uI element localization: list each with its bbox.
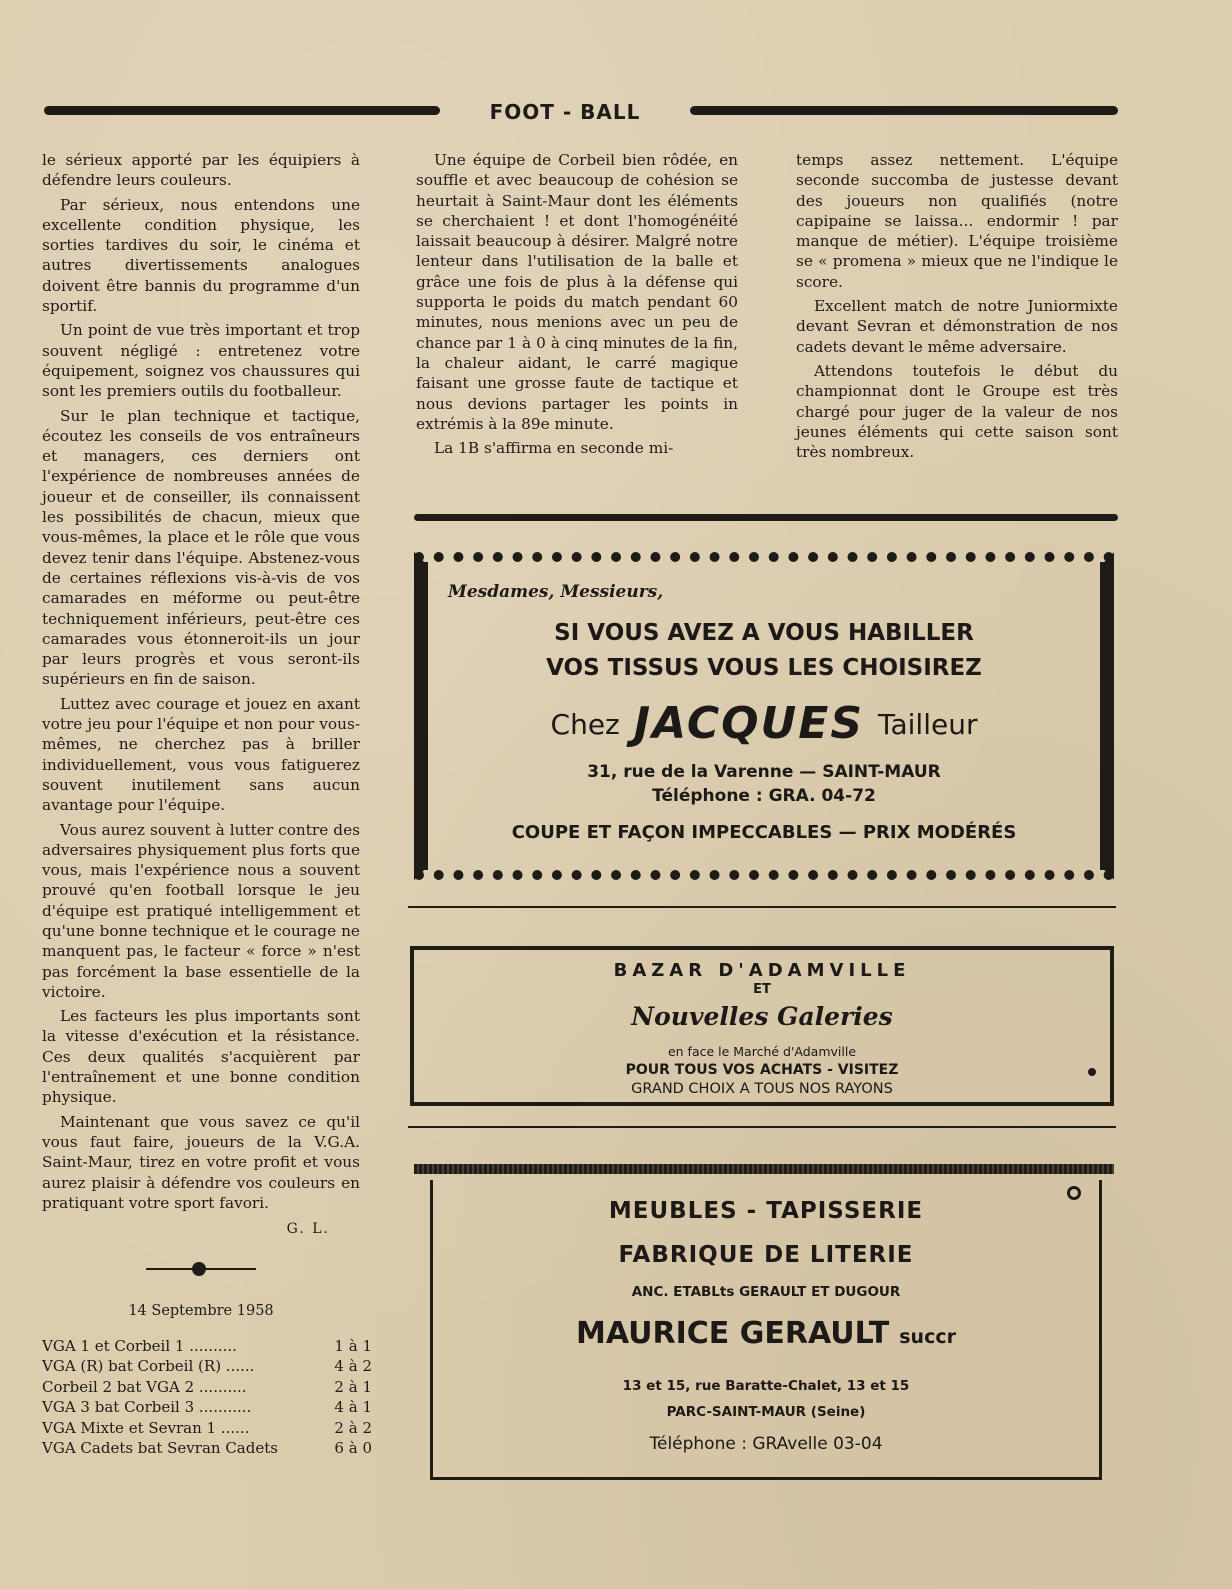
score-cell: 1 à 1 <box>334 1336 372 1355</box>
paragraph: La 1B s'affirma en seconde mi- <box>434 439 674 458</box>
score-cell: 4 à 1 <box>334 1398 372 1417</box>
ad-tagline: GRAND CHOIX A TOUS NOS RAYONS <box>631 1081 893 1097</box>
paragraph: Attendons toutefois le début du championnat dont le Groupe est très chargé pour juger de la valeur de nos jeunes éléments qui cette saison sont très nombreux. <box>796 361 1118 462</box>
ad-slogan: COUPE ET FAÇON IMPECCABLES — PRIX MODÉRÉS <box>511 822 1017 843</box>
paragraph: Sur le plan technique et tactique, écoutez les conseils de vos entraîneurs et managers, ces derniers ont l'expérience de nombreuses années de joueur et de conseiller, ils connaissent les possibilités de chacun, mieux que vous-mêmes, la place et le rôle que vous devez tenir dans l'équipe. Abstenez-vous de certaines réflexions vis-à-vis de vos camarades en méforme ou peut-être techniquement inférieurs, peut-être ces camarades vous étonneroit-ils un jour par leurs progrès et vous seront-ils supérieurs en fin de saison. <box>42 406 360 689</box>
table-row <box>42 1336 372 1357</box>
ad-jacques-tailleur <box>414 552 1114 880</box>
score-cell: 2 à 1 <box>334 1377 372 1396</box>
paragraph: le sérieux apporté par les équipiers à défendre leurs couleurs. <box>42 151 360 190</box>
article-column-1 <box>42 150 372 1459</box>
match-cell: VGA 3 bat Corbeil 3 ........... <box>42 1398 252 1417</box>
ad-address: 31, rue de la Varenne — SAINT-MAUR <box>587 762 941 782</box>
match-cell: VGA Cadets bat Sevran Cadets <box>42 1439 278 1458</box>
paragraph: temps assez nettement. L'équipe seconde succomba de justesse devant des joueurs non qualifiés (notre capipaine se laissa... endormir ! par manque de métier). L'équipe troisième se « promena » mieux que ne l'indique le score. <box>796 151 1118 291</box>
paragraph: Luttez avec courage et jouez en axant votre jeu pour l'équipe et non pour vous-mêmes, ne cherchez pas à briller individuellement, vous vous fatiguerez souvent inutilement sans aucun avantage pour l'équipe. <box>42 694 360 815</box>
article-column-2 <box>416 150 738 462</box>
header-rule-left <box>44 106 440 115</box>
ad-separator <box>408 906 1116 908</box>
ad-city: PARC-SAINT-MAUR (Seine) <box>666 1404 866 1420</box>
match-cell: VGA Mixte et Sevran 1 ...... <box>42 1418 250 1437</box>
header-rule-right <box>690 106 1118 115</box>
paragraph: Vous aurez souvent à lutter contre des adversaires physiquement plus forts que vous, mais l'expérience nous a souvent prouvé qu'en football lorsque le jeu d'équipe est pratiqué intelligemment et qu'une bonne technique et le courage ne manquent pas, le facteur « force » n'est pas forcément la base essentielle de la victoire. <box>42 820 360 1001</box>
ad-address: 13 et 15, rue Baratte-Chalet, 13 et 15 <box>622 1378 910 1394</box>
ad-title: BAZAR D'ADAMVILLE <box>613 960 911 981</box>
ad-headline-2: VOS TISSUS VOUS LES CHOISIREZ <box>546 655 982 681</box>
divider-dot-icon <box>192 1262 206 1276</box>
ad-conjunction: ET <box>753 982 771 997</box>
results-table <box>42 1336 372 1459</box>
ad-phone: Téléphone : GRAvelle 03-04 <box>649 1434 883 1454</box>
section-divider <box>146 1261 256 1277</box>
paragraph: Par sérieux, nous entendons une excellente condition physique, les sorties tardives du soir, le cinéma et autres divertissements analogues doivent être bannis du programme d'un sportif. <box>42 195 360 316</box>
author-signature: G. L. <box>286 1221 330 1238</box>
ad-meubles-gerault <box>430 1180 1102 1480</box>
ad-succ: succr <box>899 1326 956 1348</box>
ad-shop-line <box>424 698 1104 749</box>
paragraph: Maintenant que vous savez ce qu'il vous faut faire, joueurs de la V.G.A. Saint-Maur, tirez en votre profit et vous aurez plaisir à défendre vos couleurs en pratiquant votre sport favori. <box>42 1112 360 1212</box>
paragraph: Excellent match de notre Juniormixte devant Sevran et démonstration de nos cadets devant le même adversaire. <box>796 297 1118 356</box>
ad-location: en face le Marché d'Adamville <box>667 1044 857 1059</box>
table-row <box>42 1397 372 1418</box>
match-cell: Corbeil 2 bat VGA 2 .......... <box>42 1377 247 1396</box>
article-column-3 <box>796 150 1118 466</box>
table-row <box>42 1377 372 1398</box>
ad-headline-1: SI VOUS AVEZ A VOUS HABILLER <box>554 620 974 646</box>
ad-cta: POUR TOUS VOS ACHATS - VISITEZ <box>625 1062 899 1078</box>
ad-top-border <box>414 1164 1114 1174</box>
score-cell: 4 à 2 <box>334 1357 372 1376</box>
ad-owner-line <box>433 1316 1099 1351</box>
paragraph: Les facteurs les plus importants sont la vitesse d'exécution et la résistance. Ces deux qualités s'acquièrent par l'entraînement et une bonne condition physique. <box>42 1007 360 1107</box>
match-cell: VGA (R) bat Corbeil (R) ...... <box>42 1357 255 1376</box>
ad-chez: Chez <box>550 708 620 741</box>
page-title: FOOT - BALL <box>489 100 641 124</box>
ad-former-name: ANC. ETABLts GERAULT ET DUGOUR <box>631 1284 901 1300</box>
ad-phone: Téléphone : GRA. 04-72 <box>652 786 876 806</box>
table-row <box>42 1418 372 1439</box>
ad-store-name: Nouvelles Galeries <box>631 1002 893 1031</box>
table-row <box>42 1438 372 1459</box>
score-cell: 2 à 2 <box>334 1418 372 1437</box>
ad-owner-name: MAURICE GERAULT <box>576 1316 890 1351</box>
table-row <box>42 1356 372 1377</box>
ad-headline-1: MEUBLES - TAPISSERIE <box>608 1198 924 1224</box>
results-date: 14 Septembre 1958 <box>128 1303 274 1320</box>
score-cell: 6 à 0 <box>334 1439 372 1458</box>
ad-shop-name: JACQUES <box>633 698 865 749</box>
ad-bazar-adamville <box>410 946 1114 1106</box>
bullet-icon <box>1088 1068 1096 1076</box>
ad-headline-2: FABRIQUE DE LITERIE <box>618 1242 914 1268</box>
paragraph: Un point de vue très important et trop souvent négligé : entretenez votre équipement, soignez vos chaussures qui sont les premiers outils du footballeur. <box>42 321 360 401</box>
section-rule <box>414 514 1118 521</box>
match-cell: VGA 1 et Corbeil 1 .......... <box>42 1336 237 1355</box>
ad-greeting: Mesdames, Messieurs, <box>448 582 664 602</box>
paragraph: Une équipe de Corbeil bien rôdée, en souffle et avec beaucoup de cohésion se heurtait à Saint-Maur dont les éléments se cherchaient ! et dont l'homogénéité laissait beaucoup à désirer. Malgré notre lenteur dans l'utilisation de la balle et grâce une fois de plus à la défense qui supporta le poids du match pendant 60 minutes, nous menions avec un peu de chance par 1 à 0 à cinq minutes de la fin, la chaleur aidant, le carré magique faisant une grosse faute de tactique et nous devions partager les points in extrémis à la 89e minute. <box>416 151 738 433</box>
ad-trade: Tailleur <box>878 708 978 741</box>
ad-separator <box>408 1126 1116 1128</box>
